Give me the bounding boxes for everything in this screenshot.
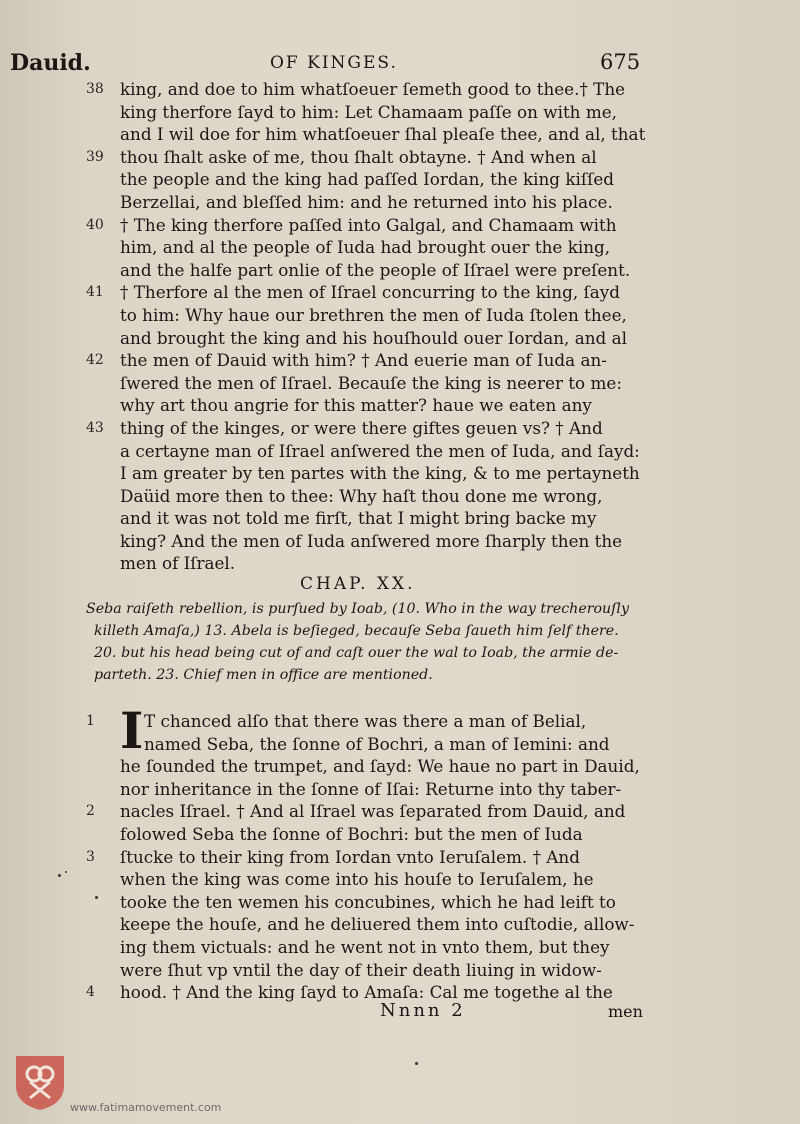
ink-speck: [58, 874, 61, 877]
text-line: [86, 101, 666, 124]
summary-line: parteth. 23. Chief men in office are mentioned.: [94, 667, 433, 683]
catchword: men: [608, 1002, 643, 1021]
line-text: tooke the ten wemen his concubines, which he had leift to: [120, 891, 616, 912]
line-text: ing them victuals: and he went not in vnto them, but they: [120, 936, 610, 957]
running-header: [0, 50, 800, 80]
line-text: and the halfe part onlie of the people of Iſrael were preſent.: [120, 259, 631, 280]
line-text: † Therfore al the men of Iſrael concurring to the king, ſayd: [120, 282, 620, 303]
text-line: [86, 440, 666, 463]
text-line: [86, 349, 666, 372]
line-text: nacles Iſrael. † And al Iſrael was ſeparated from Dauid, and: [120, 801, 626, 822]
text-line: [86, 372, 666, 395]
chapter-heading: CHAP. XX.: [300, 574, 416, 594]
text-line: [86, 327, 666, 350]
line-text: to him: Why haue our brethren the men of Iuda ſtolen thee,: [120, 304, 627, 325]
text-line: [86, 214, 666, 237]
verse-number: 3: [86, 848, 95, 865]
verse-number: 42: [86, 352, 104, 369]
line-text: Berzellai, and bleſſed him: and he returned into his place.: [120, 191, 613, 212]
verse-number: 40: [86, 216, 104, 233]
verse-number: 41: [86, 284, 104, 301]
text-line: [86, 891, 666, 914]
line-text: men of Iſrael.: [120, 553, 236, 574]
line-text: and brought the king and his houſhould ouer Iordan, and al: [120, 327, 627, 348]
line-text: when the king was come into his houſe to Ieruſalem, he: [120, 869, 594, 890]
verse-number: 38: [86, 81, 104, 97]
ink-speck: [65, 871, 67, 873]
line-text: were ſhut vp vntil the day of their death liuing in widow-: [120, 959, 602, 980]
line-text: why art thou angrie for this matter? haue we eaten any: [120, 395, 592, 416]
text-line: [86, 78, 666, 101]
text-line: [86, 304, 666, 327]
text-line: [86, 462, 666, 485]
watermark-logo-icon: [12, 1052, 68, 1112]
text-line: [86, 485, 666, 508]
text-line: [86, 936, 666, 959]
text-line: [86, 168, 666, 191]
text-line: [86, 552, 666, 575]
line-text: he ſounded the trumpet, and ſayd: We haue no part in Dauid,: [120, 756, 640, 777]
text-line: [86, 733, 666, 756]
line-text: nor inheritance in the ſonne of Iſai: Returne into thy taber-: [120, 778, 622, 799]
line-text: I am greater by ten partes with the king, & to me pertayneth: [120, 463, 640, 484]
verse-number: 1: [86, 713, 95, 729]
summary-line: killeth Amaſa,) 13. Abela is beſieged, becauſe Seba ſaueth him ſelf there.: [94, 623, 619, 639]
ink-speck: [415, 1062, 418, 1065]
text-block-chapter-20: [86, 710, 666, 1004]
verse-number: 39: [86, 148, 104, 165]
summary-line: 20. but his head being cut of and caſt ouer the wal to Ioab, the armie de-: [94, 645, 619, 661]
text-line: [86, 236, 666, 259]
line-text: thou ſhalt aske of me, thou ſhalt obtayne. † And when al: [120, 146, 597, 167]
text-line: [86, 778, 666, 801]
line-text: and it was not told me firſt, that I might bring backe my: [120, 508, 597, 529]
text-line: [86, 281, 666, 304]
line-text: king therfore ſayd to him: Let Chamaam paſſe on with me,: [120, 101, 618, 122]
page-number: 675: [600, 50, 641, 74]
line-text: king, and doe to him whatſoeuer ſemeth good to thee.† The: [120, 79, 626, 99]
text-line: [86, 394, 666, 417]
line-text: Daüid more then to thee: Why haſt thou done me wrong,: [120, 485, 603, 506]
drop-cap: I: [120, 701, 144, 760]
line-text: ſwered the men of Iſrael. Becauſe the king is neerer to me:: [120, 372, 622, 393]
header-book-name: Dauid.: [10, 50, 91, 76]
line-text: a certayne man of Iſrael anſwered the men of Iuda, and ſayd:: [120, 440, 640, 461]
text-line: [86, 530, 666, 553]
verse-number: 4: [86, 984, 95, 1001]
text-line: [86, 823, 666, 846]
line-text: the people and the king had paſſed Iordan, the king kiſſed: [120, 169, 615, 190]
watermark-website: www.fatimamovement.com: [70, 1101, 222, 1114]
text-line: [86, 868, 666, 891]
line-text: † The king therfore paſſed into Galgal, and Chamaam with: [120, 214, 617, 235]
text-line: [86, 417, 666, 440]
line-text: folowed Seba the ſonne of Bochri: but the men of Iuda: [120, 823, 583, 844]
line-text: thing of the kinges, or were there giftes geuen vs? † And: [120, 417, 603, 438]
line-text: him, and al the people of Iuda had brought ouer the king,: [120, 237, 611, 258]
text-line: [86, 710, 666, 733]
text-line: [86, 959, 666, 982]
line-text: named Seba, the ſonne of Bochri, a man of Iemini: and: [144, 733, 610, 754]
verse-number: 2: [86, 803, 95, 820]
verse-number: 43: [86, 419, 104, 436]
line-text: king? And the men of Iuda anſwered more ſharply then the: [120, 530, 623, 551]
text-line: [86, 507, 666, 530]
text-line: [86, 846, 666, 869]
text-line: [86, 913, 666, 936]
text-line: [86, 800, 666, 823]
line-text: T chanced alſo that there was there a man of Belial,: [144, 711, 587, 731]
text-line: [86, 755, 666, 778]
text-line: [86, 191, 666, 214]
text-line: [86, 146, 666, 169]
line-text: ſtucke to their king from Iordan vnto Ieruſalem. † And: [120, 846, 580, 867]
ink-speck: [95, 896, 98, 899]
signature-mark: Nnnn 2: [380, 1000, 466, 1021]
text-line: [86, 123, 666, 146]
line-text: the men of Dauid with him? † And euerie man of Iuda an-: [120, 350, 607, 371]
line-text: and I wil doe for him whatſoeuer ſhal pleaſe thee, and al, that: [120, 124, 646, 145]
header-title: OF KINGES.: [270, 53, 398, 73]
line-text: hood. † And the king ſayd to Amaſa: Cal me togethe al the: [120, 982, 613, 1003]
page-footer: [0, 1000, 800, 1030]
text-line: [86, 259, 666, 282]
chapter-summary: [86, 598, 666, 686]
line-text: keepe the houſe, and he deliuered them into cuſtodie, allow-: [120, 914, 635, 935]
text-block-chapter-19-end: [86, 78, 666, 575]
summary-line: Seba raiſeth rebellion, is purſued by Ioab, (10. Who in the way trecherouſly: [86, 601, 629, 617]
